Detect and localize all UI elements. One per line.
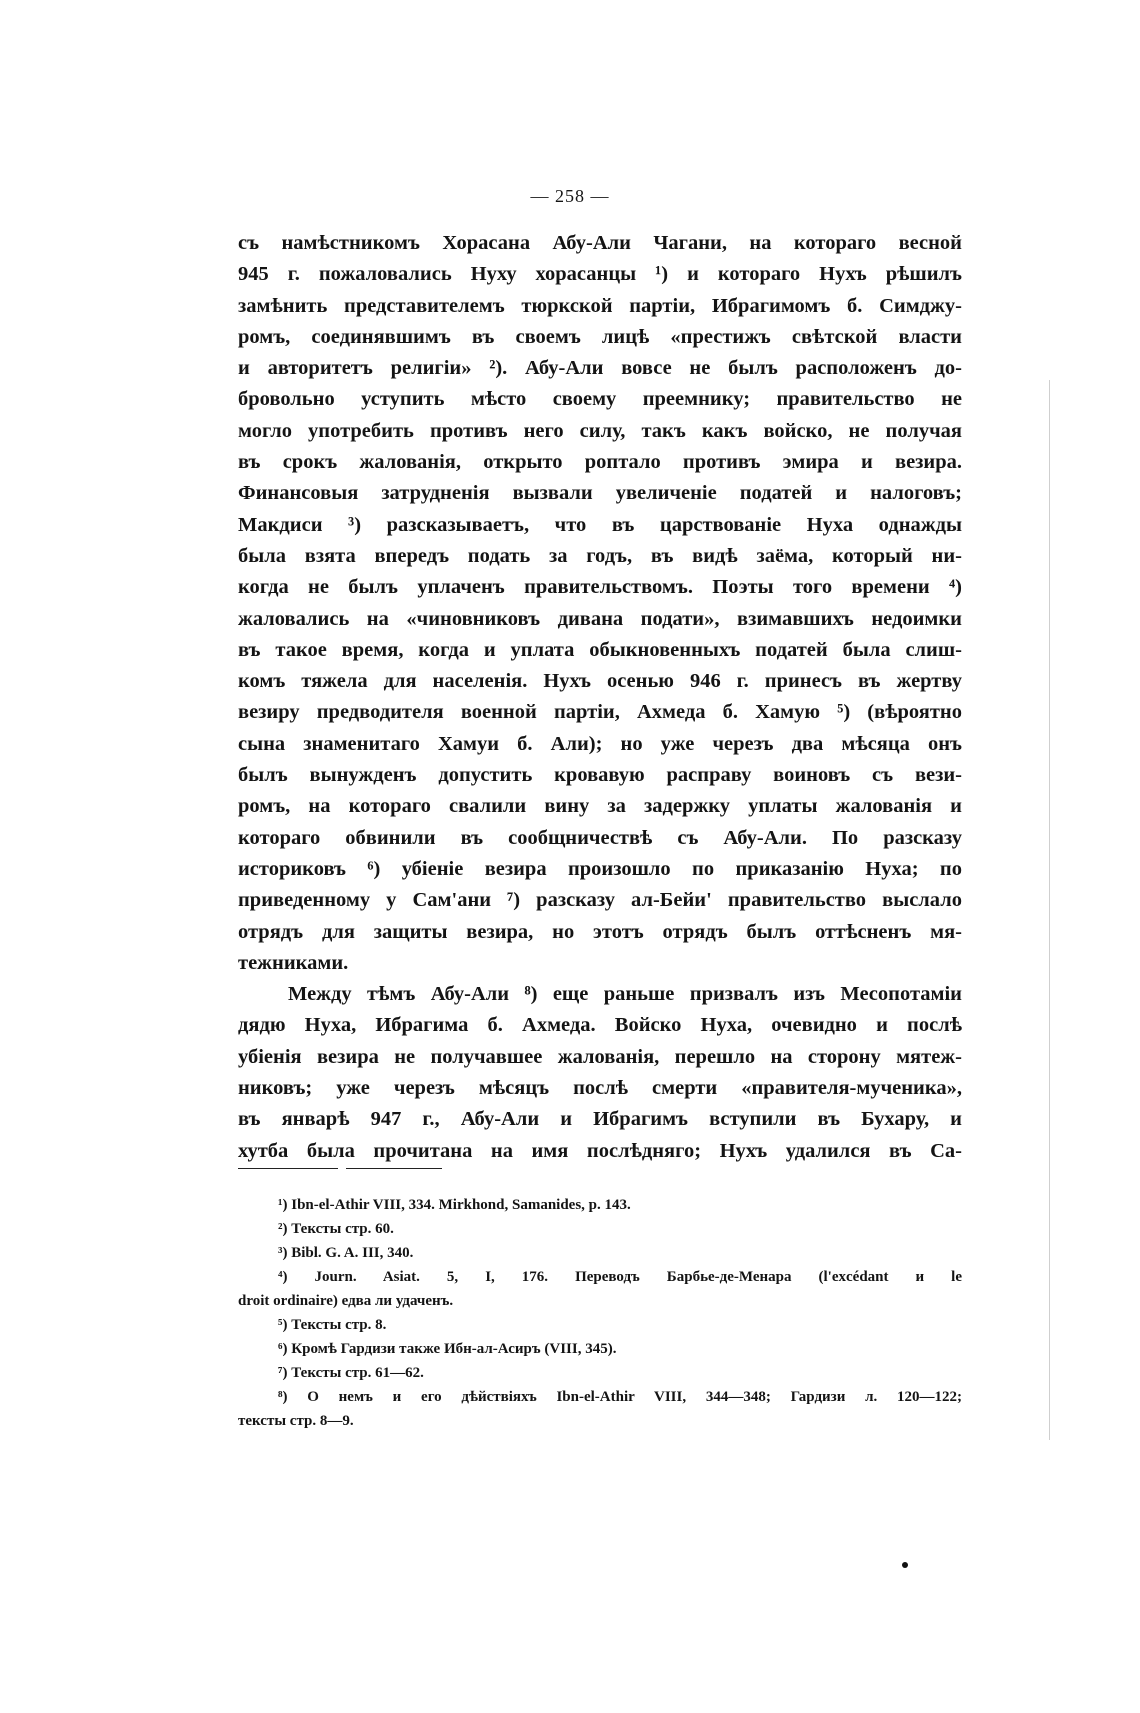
footnote-2: [238, 1217, 962, 1241]
text-line: могло употребить противъ него силу, такъ какъ войско, не получая: [238, 419, 962, 442]
footnote-text: Тексты стр. 61—62.: [291, 1365, 424, 1381]
footnote-text: Тексты стр. 8.: [291, 1317, 387, 1333]
text-line: убіенія везира не получавшее жалованія, перешло на сторону мятеж-: [238, 1045, 962, 1068]
text-line: 945 г. пожаловались Нуху хорасанцы ¹) и котораго Нухъ рѣшилъ: [238, 263, 962, 286]
page-edge-line: [1049, 380, 1050, 1440]
footnote-3: [238, 1241, 962, 1265]
footnote-text: О немъ и его дѣйствіяхъ Ibn-el-Athir VIII, 344—348; Гардизи л. 120—122;: [307, 1389, 963, 1405]
text-line: когда не былъ уплаченъ правительствомъ. Поэты того времени ⁴): [238, 576, 962, 599]
text-line: жаловались на «чиновниковъ дивана подати», взимавшихъ недоимки: [238, 607, 962, 630]
page-number: — 258 —: [530, 186, 610, 206]
text-line: тежниками.: [238, 951, 349, 974]
footnote-text: Кромѣ Гардизи также Ибн-ал-Асиръ (VIII, 345).: [291, 1341, 617, 1357]
text-line: приведенному у Сам'ани ⁷) разсказу ал-Бейи' правительство выслало: [238, 889, 962, 912]
text-line: комъ тяжела для населенія. Нухъ осенью 946 г. принесъ въ жертву: [238, 670, 962, 693]
text-line: котораго обвинили въ сообщничествѣ съ Абу-Али. По разсказу: [238, 826, 962, 849]
footnote-separator: [346, 1168, 442, 1169]
footnote-4-continuation: droit ordinaire) едва ли удаченъ.: [238, 1293, 454, 1309]
text-line: замѣнить представителемъ тюркской партіи, Ибрагимомъ б. Симджу-: [238, 294, 962, 317]
main-text: [238, 228, 962, 1167]
text-line: историковъ ⁶) убіеніе везира произошло по приказанію Нуха; по: [238, 857, 962, 880]
text-line: бровольно уступить мѣсто своему преемнику; правительство не: [238, 388, 962, 411]
footnote-7: [238, 1361, 962, 1385]
footnote-mark: ²): [278, 1221, 288, 1237]
footnote-1: [238, 1193, 962, 1217]
text-line: никовъ; уже черезъ мѣсяцъ послѣ смерти «правителя-мученика»,: [238, 1077, 962, 1100]
text-line: съ намѣстникомъ Хорасана Абу-Али Чагани, на котораго весной: [238, 232, 962, 254]
footnote-mark: ⁶): [278, 1341, 288, 1357]
footnote-text: Ibn-el-Athir VIII, 334. Mirkhond, Samanides, p. 143.: [291, 1197, 631, 1213]
footnote-5: [238, 1313, 962, 1337]
footnote-mark: ³): [278, 1245, 288, 1261]
footnote-separator: [238, 1168, 338, 1169]
paragraph-start-line: Между тѣмъ Абу-Али ⁸) еще раньше призвалъ изъ Месопотаміи: [288, 983, 962, 1006]
text-line: ромъ, на котораго свалили вину за задержку уплаты жалованія и: [238, 795, 962, 818]
footnote-4: [238, 1265, 962, 1289]
text-line: была взята впередъ подать за годъ, въ видѣ заёма, который ни-: [238, 544, 962, 567]
ink-dot: [902, 1562, 908, 1568]
text-line: ромъ, соединявшимъ въ своемъ лицѣ «престижъ свѣтской власти: [238, 325, 962, 348]
text-line: въ такое время, когда и уплата обыкновенныхъ податей была слиш-: [238, 638, 962, 661]
text-line: Макдиси ³) разсказываетъ, что въ царствованіе Нуха однажды: [238, 513, 962, 536]
text-line: отрядъ для защиты везира, но этотъ отрядъ былъ оттѣсненъ мя-: [238, 920, 962, 943]
footnote-8: [238, 1385, 962, 1409]
footnote-8-continuation: тексты стр. 8—9.: [238, 1413, 354, 1429]
text-line: былъ вынужденъ допустить кровавую расправу воиновъ съ вези-: [238, 764, 962, 787]
text-line: Финансовыя затрудненія вызвали увеличеніе податей и налоговъ;: [238, 482, 962, 505]
footnote-6: [238, 1337, 962, 1361]
footnote-mark: ¹): [278, 1197, 288, 1213]
text-line: въ январѣ 947 г., Абу-Али и Ибрагимъ вступили въ Бухару, и: [238, 1108, 962, 1131]
text-line: хутба была прочитана на имя послѣдняго; Нухъ удалился въ Са-: [238, 1139, 962, 1162]
text-line: везиру предводителя военной партіи, Ахмеда б. Хамую ⁵) (вѣроятно: [238, 701, 962, 724]
footnote-mark: ⁴): [278, 1269, 288, 1285]
text-line: дядю Нуха, Ибрагима б. Ахмеда. Войско Нуха, очевидно и послѣ: [238, 1014, 962, 1037]
footnote-text: Journ. Asiat. 5, I, 176. Переводъ Барбье-де-Менара (l'excédant и le: [314, 1269, 963, 1285]
footnote-mark: ⁵): [278, 1317, 288, 1333]
text-line: сына знаменитаго Хамуи б. Али); но уже черезъ два мѣсяца онъ: [238, 732, 962, 755]
footnotes: [238, 1193, 962, 1433]
footnote-mark: ⁸): [278, 1389, 288, 1405]
footnote-mark: ⁷): [278, 1365, 288, 1381]
text-line: и авторитетъ религіи» ²). Абу-Али вовсе не былъ расположенъ до-: [238, 357, 962, 380]
text-line: въ срокъ жалованія, открыто роптало противъ эмира и везира.: [238, 451, 962, 474]
footnote-text: Тексты стр. 60.: [291, 1221, 394, 1237]
footnote-text: Bibl. G. A. III, 340.: [291, 1245, 414, 1261]
